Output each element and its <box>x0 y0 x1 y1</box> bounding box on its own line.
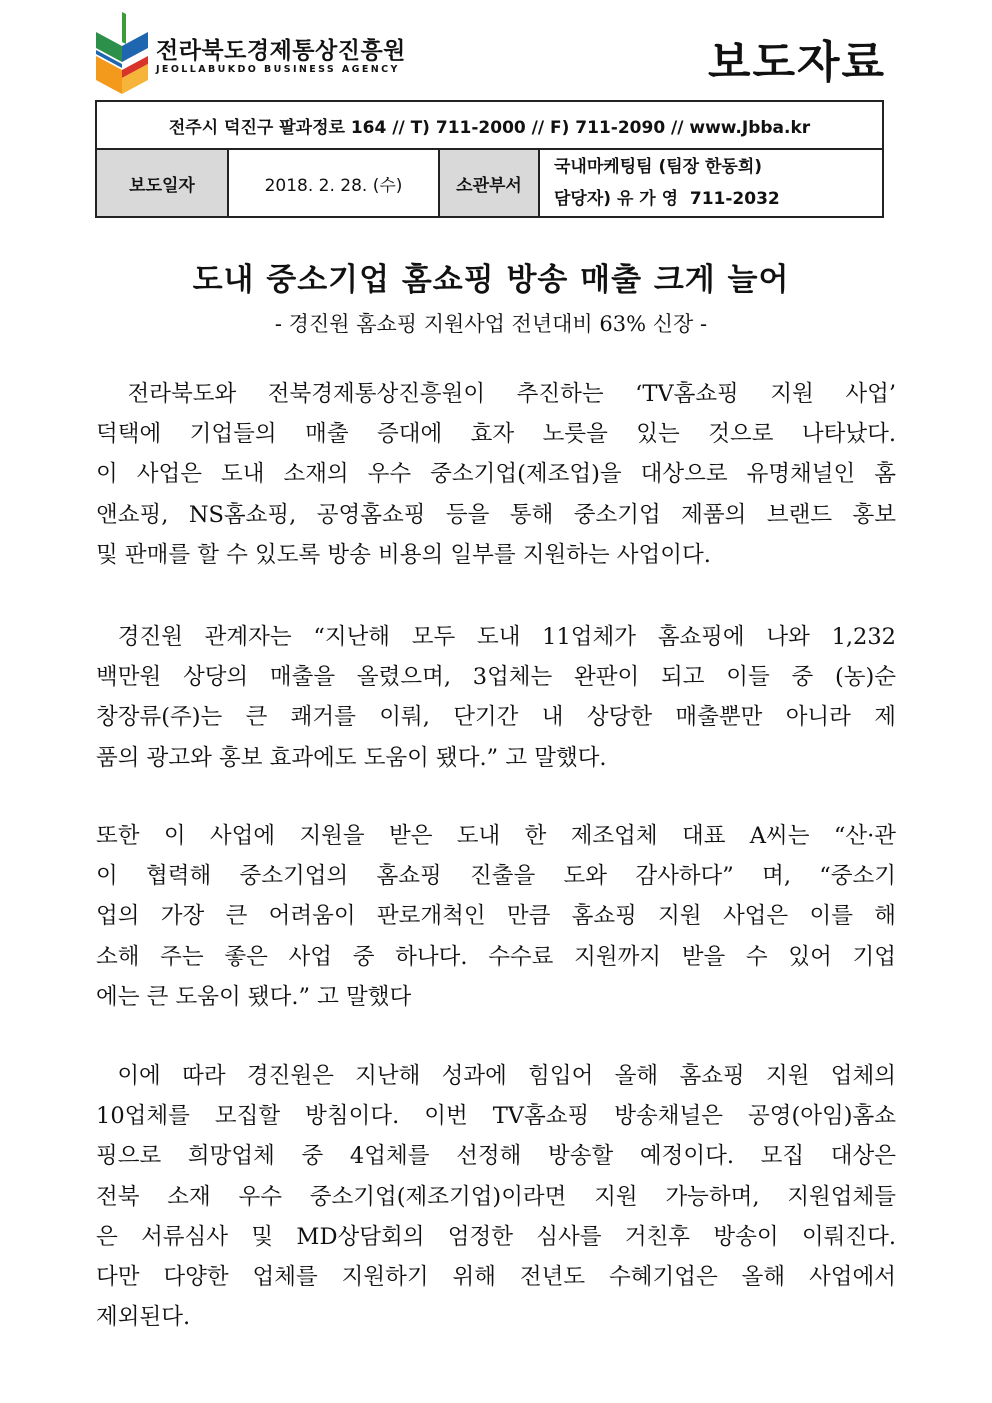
article-subtitle: - 경진원 홈쇼핑 지원사업 전년대비 63% 신장 - <box>274 312 708 336</box>
paragraph-line: 경진원 관계자는 “지난해 모두 도내 11업체가 홈쇼핑에 나와 1,232 <box>96 624 896 650</box>
paragraph-line: 업의 가장 큰 어려움이 판로개척인 만큼 홈쇼핑 지원 사업은 이를 해 <box>96 903 896 930</box>
agency-english-name: JEOLLABUKDO BUSINESS AGENCY <box>156 64 400 75</box>
paragraph-3 <box>96 816 896 1017</box>
department-team: 국내마케팅팀 (팀장 한동희) <box>554 157 763 177</box>
paragraph-line: 전라북도와 전북경제통상진흥원이 추진하는 ‘TV홈쇼핑 지원 사업’ <box>96 381 896 407</box>
paragraph-line: 핑으로 희망업체 중 4업체를 선정해 방송할 예정이다. 모집 대상은 <box>96 1143 896 1170</box>
paragraph-line: 및 판매를 할 수 있도록 방송 비용의 일부를 지원하는 사업이다. <box>96 541 711 568</box>
paragraph-line: 창장류(주)는 큰 쾌거를 이뤄, 단기간 내 상당한 매출뿐만 아니라 제 <box>96 704 896 731</box>
paragraph-line: 10업체를 모집할 방침이다. 이번 TV홈쇼핑 방송채널은 공영(아임)홈쇼 <box>96 1103 896 1130</box>
paragraph-line: 제외된다. <box>96 1304 191 1331</box>
agency-name: 전라북도경제통상진흥원 <box>156 38 406 64</box>
paragraph-line: 은 서류심사 및 MD상담회의 엄정한 심사를 거친후 방송이 이뤄진다. <box>96 1223 896 1250</box>
document-type-title: 보도자료 <box>707 37 886 88</box>
department-label: 소관부서 <box>439 149 539 217</box>
paragraph-line: 이 협력해 중소기업의 홈쇼핑 진출을 도와 감사하다” 며, “중소기 <box>96 863 896 890</box>
paragraph-1 <box>96 374 896 575</box>
paragraph-line: 품의 광고와 홍보 효과에도 도움이 됐다.” 고 말했다. <box>96 744 607 771</box>
paragraph-line: 또한 이 사업에 지원을 받은 도내 한 제조업체 대표 A씨는 “산·관 <box>96 823 896 849</box>
department-value <box>539 149 883 217</box>
address-row <box>96 101 883 149</box>
paragraph-2 <box>96 617 896 778</box>
paragraph-line: 이 사업은 도내 소재의 우수 중소기업(제조업)을 대상으로 유명채널인 홈 <box>96 461 896 488</box>
paragraph-line: 덕택에 기업들의 매출 증대에 효자 노릇을 있는 것으로 나타났다. <box>96 421 896 448</box>
department-contact: 담당자) 유 가 영 711-2032 <box>554 189 780 209</box>
paragraph-line: 앤쇼핑, NS홈쇼핑, 공영홈쇼핑 등을 통해 중소기업 제품의 브랜드 홍보 <box>96 501 896 528</box>
paragraph-line: 백만원 상당의 매출을 올렸으며, 3업체는 완판이 되고 이들 중 (농)순 <box>96 664 896 691</box>
paragraph-4 <box>96 1056 896 1337</box>
contact-address: 전주시 덕진구 팔과정로 164 // T) 711-2000 // F) 711-2090 // www.Jbba.kr <box>96 101 883 149</box>
release-row <box>96 149 883 217</box>
release-date-value: 2018. 2. 28. (수) <box>228 149 439 217</box>
agency-logo-icon <box>96 10 148 94</box>
paragraph-line: 다만 다양한 업체를 지원하기 위해 전년도 수혜기업은 올해 사업에서 <box>96 1264 896 1291</box>
article-title: 도내 중소기업 홈쇼핑 방송 매출 크게 늘어 <box>192 262 790 298</box>
press-info-table <box>95 100 884 218</box>
release-date-label: 보도일자 <box>96 149 228 217</box>
paragraph-line: 이에 따라 경진원은 지난해 성과에 힘입어 올해 홈쇼핑 지원 업체의 <box>96 1063 896 1089</box>
paragraph-line: 소해 주는 좋은 사업 중 하나다. 수수료 지원까지 받을 수 있어 기업 <box>96 943 896 970</box>
document-header <box>96 8 886 94</box>
paragraph-line: 에는 큰 도움이 됐다.” 고 말했다 <box>96 983 412 1010</box>
paragraph-line: 전북 소재 우수 중소기업(제조기업)이라면 지원 가능하며, 지원업체들 <box>96 1183 896 1210</box>
